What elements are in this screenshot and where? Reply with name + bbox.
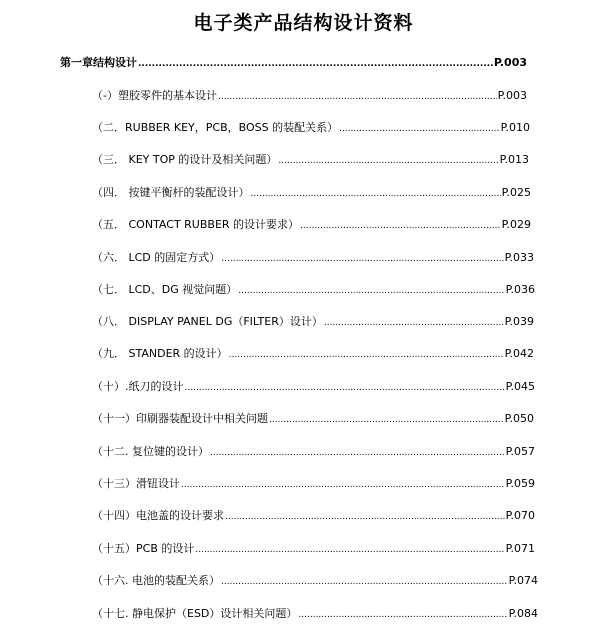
toc-chapter-page: P.003 bbox=[493, 56, 527, 69]
toc-section-entry[interactable] bbox=[92, 571, 538, 591]
toc-chapter-entry[interactable] bbox=[60, 53, 527, 73]
toc-section-entry[interactable] bbox=[92, 344, 534, 364]
toc-section-label: （八． DISPLAY PANEL DG（FILTER）设计） bbox=[92, 315, 323, 328]
toc-section-page: P.045 bbox=[505, 380, 535, 393]
toc-leader-dots bbox=[251, 183, 501, 204]
toc-leader-dots bbox=[221, 571, 508, 592]
toc-section-label: （-）塑胶零件的基本设计 bbox=[92, 89, 217, 102]
toc-section-entry[interactable] bbox=[92, 539, 535, 559]
toc-section-entry[interactable] bbox=[92, 442, 535, 462]
toc-leader-dots bbox=[225, 506, 505, 527]
toc-section-entry[interactable] bbox=[92, 506, 535, 526]
toc-section-label: （六． LCD 的固定方式） bbox=[92, 251, 221, 264]
toc-section-entry[interactable] bbox=[92, 312, 534, 332]
toc-leader-dots bbox=[195, 539, 504, 560]
toc-chapter-label: 第一章结构设计 bbox=[60, 56, 137, 69]
toc-section-entry[interactable] bbox=[92, 215, 531, 235]
toc-section-page: P.029 bbox=[501, 218, 531, 231]
toc-section-page: P.071 bbox=[505, 542, 535, 555]
toc-section-page: P.050 bbox=[504, 412, 534, 425]
toc-leader-dots bbox=[185, 377, 505, 398]
toc-leader-dots bbox=[218, 86, 497, 107]
toc-section-label: （三． KEY TOP 的设计及相关问题） bbox=[92, 153, 278, 166]
toc-section-entry[interactable] bbox=[92, 409, 534, 429]
toc-section-label: （十一）印刷器装配设计中相关问题 bbox=[92, 412, 268, 425]
toc-section-entry[interactable] bbox=[92, 377, 535, 397]
toc-section-page: P.074 bbox=[508, 574, 538, 587]
toc-section-entry[interactable] bbox=[92, 248, 534, 268]
toc-leader-dots bbox=[339, 118, 499, 139]
toc-section-label: （四． 按键平衡杆的装配设计） bbox=[92, 186, 250, 199]
toc-section-page: P.013 bbox=[499, 153, 529, 166]
toc-section-label: （七． LCD、DG 视觉问题） bbox=[92, 283, 238, 296]
toc-leader-dots bbox=[138, 53, 493, 74]
toc-section-entry[interactable] bbox=[92, 474, 535, 494]
toc-leader-dots bbox=[298, 604, 507, 625]
toc-section-page: P.010 bbox=[500, 121, 530, 134]
toc-section-page: P.025 bbox=[501, 186, 531, 199]
toc-leader-dots bbox=[300, 215, 501, 236]
toc-section-label: （九． STANDER 的设计） bbox=[92, 347, 228, 360]
toc-leader-dots bbox=[210, 442, 505, 463]
toc-section-label: （十四）电池盖的设计要求 bbox=[92, 509, 224, 522]
toc-leader-dots bbox=[324, 312, 504, 333]
toc-section-page: P.070 bbox=[505, 509, 535, 522]
toc-section-page: P.042 bbox=[504, 347, 534, 360]
toc-section-page: P.084 bbox=[508, 607, 538, 620]
document-title: 电子类产品结构设计资料 bbox=[193, 12, 414, 34]
toc-section-entry[interactable] bbox=[92, 86, 527, 106]
toc-section-label: （十）.纸刀的设计 bbox=[92, 380, 184, 393]
toc-section-label: （十六. 电池的装配关系） bbox=[92, 574, 220, 587]
toc-section-page: P.059 bbox=[505, 477, 535, 490]
toc-leader-dots bbox=[278, 150, 498, 171]
toc-section-page: P.057 bbox=[505, 445, 535, 458]
toc-section-label: （十二. 复位键的设计） bbox=[92, 445, 209, 458]
toc-section-entry[interactable] bbox=[92, 150, 529, 170]
toc-section-label: （五． CONTACT RUBBER 的设计要求） bbox=[92, 218, 300, 231]
toc-section-entry[interactable] bbox=[92, 280, 535, 300]
toc-section-page: P.036 bbox=[505, 283, 535, 296]
toc-leader-dots bbox=[229, 344, 504, 365]
toc-leader-dots bbox=[221, 248, 503, 269]
toc-section-label: （十三）滑钮设计 bbox=[92, 477, 180, 490]
toc-section-page: P.033 bbox=[504, 251, 534, 264]
toc-leader-dots bbox=[269, 409, 504, 430]
toc-section-entry[interactable] bbox=[92, 604, 538, 624]
toc-section-entry[interactable] bbox=[92, 183, 531, 203]
toc-section-entry[interactable] bbox=[92, 118, 530, 138]
toc-leader-dots bbox=[181, 474, 505, 495]
toc-leader-dots bbox=[238, 280, 504, 301]
toc-section-label: （十七. 静电保护（ESD）设计相关问题） bbox=[92, 607, 298, 620]
toc-section-page: P.003 bbox=[497, 89, 527, 102]
toc-section-label: （二．RUBBER KEY，PCB，BOSS 的装配关系） bbox=[92, 121, 339, 134]
toc-section-label: （十五）PCB 的设计 bbox=[92, 542, 195, 555]
toc-section-page: P.039 bbox=[504, 315, 534, 328]
